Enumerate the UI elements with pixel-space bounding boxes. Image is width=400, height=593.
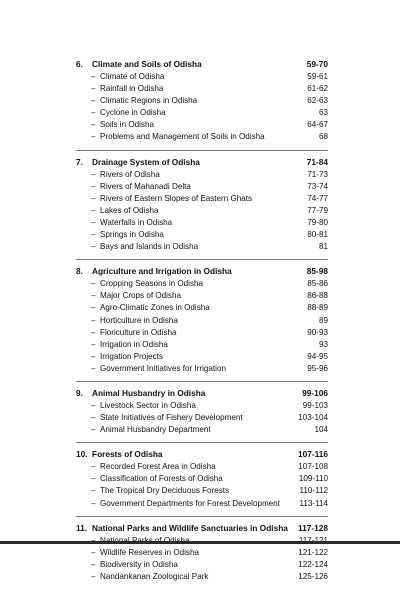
entry-pages: 88-89	[307, 303, 328, 313]
entry-pages: 89	[318, 315, 328, 325]
chapter-section	[76, 150, 328, 254]
entry-title-wrap	[76, 278, 203, 290]
chapter-section	[76, 381, 328, 436]
entry-title: Rivers of Odisha	[100, 169, 160, 179]
chapter-heading[interactable]	[76, 156, 328, 169]
entry-title-wrap	[76, 169, 160, 181]
entry-pages: 104	[314, 425, 328, 435]
chapter-heading[interactable]	[76, 522, 328, 535]
chapter-title: Agriculture and Irrigation in Odisha	[92, 266, 232, 277]
entry-pages: 80-81	[307, 230, 328, 240]
entry-pages: 77-79	[307, 205, 328, 215]
dash-bullet-icon: –	[91, 486, 96, 496]
chapter-title-wrap	[76, 265, 232, 278]
entry-title-wrap	[76, 71, 164, 83]
entry-pages: 110-112	[299, 486, 328, 496]
toc-entry[interactable]	[76, 327, 328, 339]
dash-bullet-icon: –	[91, 571, 96, 581]
dash-bullet-icon: –	[91, 425, 96, 435]
entry-title-wrap	[76, 107, 166, 119]
chapter-pages: 85-98	[306, 266, 328, 277]
dash-bullet-icon: –	[91, 559, 96, 569]
dash-bullet-icon: –	[91, 193, 96, 203]
entry-title-wrap	[76, 363, 226, 375]
chapter-title-wrap	[76, 156, 200, 169]
toc-entry[interactable]	[76, 229, 328, 241]
entry-pages: 81	[318, 242, 328, 252]
dash-bullet-icon: –	[91, 205, 96, 215]
entry-title-wrap	[76, 412, 243, 424]
entry-pages: 99-103	[302, 400, 328, 410]
entry-title-wrap	[76, 95, 197, 107]
dash-bullet-icon: –	[91, 474, 96, 484]
chapter-title: Drainage System of Odisha	[92, 156, 200, 167]
entry-title-wrap	[76, 351, 163, 363]
entry-title: Rainfall in Odisha	[100, 84, 164, 94]
entry-title: Recorded Forest Area in Odisha	[100, 462, 216, 472]
entry-title: Government Initiatives for Irrigation	[100, 363, 226, 373]
chapter-number: 7.	[76, 156, 83, 167]
entry-pages: 113-114	[299, 498, 328, 508]
entry-title: Cyclone in Odisha	[100, 108, 166, 118]
entry-pages: 71-73	[307, 169, 328, 179]
chapter-section	[76, 259, 328, 375]
chapter-heading[interactable]	[76, 448, 328, 461]
chapter-title: Animal Husbandry in Odisha	[92, 387, 206, 398]
entry-title: Classification of Forests of Odisha	[100, 474, 223, 484]
entry-pages: 73-74	[307, 181, 328, 191]
entry-pages: 62-63	[307, 96, 328, 106]
toc-entry[interactable]	[76, 169, 328, 181]
entry-title: Climate of Odisha	[100, 72, 165, 81]
dash-bullet-icon: –	[91, 132, 96, 142]
entry-pages: 59-61	[307, 72, 328, 81]
toc-entry[interactable]	[76, 461, 328, 473]
chapter-section	[76, 58, 328, 144]
entry-title: The Tropical Dry Deciduous Forests	[100, 486, 230, 496]
dash-bullet-icon: –	[91, 217, 96, 227]
entry-title-wrap	[76, 473, 223, 485]
entry-title: Springs in Odisha	[100, 230, 164, 240]
toc-entry[interactable]	[76, 205, 328, 217]
chapter-section	[76, 516, 328, 583]
chapter-title-wrap	[76, 387, 205, 400]
toc-entry[interactable]	[76, 498, 328, 510]
toc-entry[interactable]	[76, 424, 328, 436]
dash-bullet-icon: –	[91, 291, 96, 301]
entry-title: Soils in Odisha	[100, 120, 154, 130]
toc-entry[interactable]	[76, 315, 328, 327]
toc-entry[interactable]	[76, 290, 328, 302]
chapter-number: 8.	[76, 266, 83, 277]
entry-pages: 74-77	[307, 193, 328, 203]
chapter-number: 6.	[76, 59, 83, 69]
chapter-pages: 71-84	[306, 156, 328, 167]
dash-bullet-icon: –	[91, 169, 96, 179]
dash-bullet-icon: –	[91, 108, 96, 118]
dash-bullet-icon: –	[91, 72, 96, 81]
entry-pages: 109-110	[298, 474, 328, 484]
toc-entry[interactable]	[76, 241, 328, 253]
entry-pages: 86-88	[307, 291, 328, 301]
entry-pages: 93	[318, 339, 328, 349]
entry-pages: 79-80	[307, 217, 328, 227]
entry-title-wrap	[76, 400, 196, 412]
entry-title-wrap	[76, 181, 191, 193]
dash-bullet-icon: –	[91, 96, 96, 106]
entry-title: Wildlife Reserves in Odisha	[100, 547, 199, 557]
chapter-pages: 99-106	[302, 387, 328, 398]
toc-entry[interactable]	[76, 412, 328, 424]
dash-bullet-icon: –	[91, 230, 96, 240]
entry-title-wrap	[76, 547, 199, 559]
dash-bullet-icon: –	[91, 351, 96, 361]
entry-title-wrap	[76, 290, 181, 302]
chapter-heading[interactable]	[76, 58, 328, 71]
entry-title-wrap	[76, 461, 216, 473]
chapter-pages: 59-70	[306, 59, 328, 69]
toc-entry[interactable]	[76, 363, 328, 375]
entry-title: Livestock Sector in Odisha	[100, 400, 196, 410]
entry-title: Nandankanan Zoological Park	[100, 571, 209, 581]
entry-title-wrap	[76, 424, 211, 436]
entry-title-wrap	[76, 241, 198, 253]
entry-pages: 95-96	[307, 363, 328, 373]
toc-entry[interactable]	[76, 400, 328, 412]
dash-bullet-icon: –	[91, 339, 96, 349]
entry-pages: 63	[318, 108, 328, 118]
toc-entry[interactable]	[76, 107, 328, 119]
entry-pages: 61-62	[307, 84, 328, 94]
entry-pages: 94-95	[307, 351, 328, 361]
chapter-title: Forests of Odisha	[92, 449, 163, 460]
dash-bullet-icon: –	[91, 242, 96, 252]
entry-title: Major Crops of Odisha	[100, 291, 181, 301]
dash-bullet-icon: –	[91, 547, 96, 557]
dash-bullet-icon: –	[91, 363, 96, 373]
entry-title-wrap	[76, 339, 168, 351]
chapter-title-wrap	[76, 522, 288, 535]
toc-entry[interactable]	[76, 131, 328, 143]
dash-bullet-icon: –	[91, 327, 96, 337]
entry-title: Biodiversity in Odisha	[100, 559, 178, 569]
entry-title: Floriculture in Odisha	[100, 327, 177, 337]
dash-bullet-icon: –	[91, 303, 96, 313]
entry-pages: 90-93	[307, 327, 328, 337]
toc-entry[interactable]	[76, 571, 328, 583]
table-of-contents	[76, 58, 328, 583]
toc-entry[interactable]	[76, 95, 328, 107]
entry-title: Government Departments for Forest Development	[100, 498, 280, 508]
entry-title-wrap	[76, 559, 178, 571]
dash-bullet-icon: –	[91, 120, 96, 130]
dash-bullet-icon: –	[91, 462, 96, 472]
chapter-title-wrap	[76, 448, 163, 461]
entry-pages: 122-124	[298, 559, 328, 569]
entry-title-wrap	[76, 217, 172, 229]
chapter-title: National Parks and Wildlife Sanctuaries in Odisha	[92, 522, 288, 533]
toc-entry[interactable]	[76, 547, 328, 559]
entry-title: Bays and Islands in Odisha	[100, 242, 199, 252]
toc-entry[interactable]	[76, 181, 328, 193]
chapter-number: 11.	[76, 522, 88, 533]
entry-title-wrap	[76, 302, 210, 314]
entry-title: Cropping Seasons in Odisha	[100, 279, 204, 289]
entry-title: Irrigation Projects	[100, 351, 163, 361]
dash-bullet-icon: –	[91, 84, 96, 94]
chapter-number: 9.	[76, 387, 83, 398]
toc-entry[interactable]	[76, 351, 328, 363]
chapter-heading[interactable]	[76, 265, 328, 278]
entry-title: Animal Husbandry Department	[100, 425, 211, 435]
chapter-heading[interactable]	[76, 387, 328, 400]
toc-entry[interactable]	[76, 485, 328, 497]
toc-entry[interactable]	[76, 302, 328, 314]
chapter-title-wrap	[76, 58, 202, 71]
entry-pages: 68	[318, 132, 328, 142]
entry-title-wrap	[76, 131, 265, 143]
entry-title-wrap	[76, 119, 154, 131]
chapter-title: Climate and Soils of Odisha	[92, 59, 202, 69]
entry-title: Rivers of Eastern Slopes of Eastern Ghats	[100, 193, 253, 203]
entry-pages: 85-86	[307, 279, 328, 289]
entry-title-wrap	[76, 193, 252, 205]
entry-pages: 125-126	[298, 571, 328, 581]
entry-title: Lakes of Odisha	[100, 205, 159, 215]
entry-title-wrap	[76, 205, 159, 217]
dash-bullet-icon: –	[91, 498, 96, 508]
toc-entry[interactable]	[76, 193, 328, 205]
entry-title: Rivers of Mahanadi Delta	[100, 181, 191, 191]
entry-pages: 121-122	[298, 547, 328, 557]
dash-bullet-icon: –	[91, 400, 96, 410]
dash-bullet-icon: –	[91, 181, 96, 191]
entry-title-wrap	[76, 229, 164, 241]
entry-title-wrap	[76, 315, 178, 327]
chapter-pages: 117-128	[298, 522, 328, 533]
chapter-section	[76, 442, 328, 509]
toc-entry[interactable]	[76, 339, 328, 351]
entry-title-wrap	[76, 498, 280, 510]
entry-title: Waterfalls in Odisha	[100, 217, 173, 227]
entry-title-wrap	[76, 83, 163, 95]
toc-entry[interactable]	[76, 559, 328, 571]
toc-entry[interactable]	[76, 473, 328, 485]
entry-title: Agro-Climatic Zones in Odisha	[100, 303, 210, 313]
toc-entry[interactable]	[76, 83, 328, 95]
entry-title-wrap	[76, 571, 208, 583]
entry-title: Climatic Regions in Odisha	[100, 96, 198, 106]
entry-title: Problems and Management of Soils in Odisha	[100, 132, 265, 142]
entry-title: Irrigation in Odisha	[100, 339, 168, 349]
toc-entry[interactable]	[76, 119, 328, 131]
toc-entry[interactable]	[76, 217, 328, 229]
entry-title-wrap	[76, 327, 176, 339]
entry-title: Horticulture in Odisha	[100, 315, 178, 325]
dash-bullet-icon: –	[91, 279, 96, 289]
toc-entry[interactable]	[76, 71, 328, 83]
entry-title: State Initiatives of Fishery Development	[100, 413, 243, 423]
dash-bullet-icon: –	[91, 315, 96, 325]
entry-pages: 103-104	[298, 413, 328, 423]
chapter-pages: 107-116	[298, 449, 328, 460]
bottom-rule	[0, 541, 400, 544]
toc-entry[interactable]	[76, 278, 328, 290]
chapter-number: 10.	[76, 449, 88, 460]
dash-bullet-icon: –	[91, 413, 96, 423]
entry-title-wrap	[76, 485, 229, 497]
entry-pages: 107-108	[298, 462, 328, 472]
entry-pages: 64-67	[307, 120, 328, 130]
